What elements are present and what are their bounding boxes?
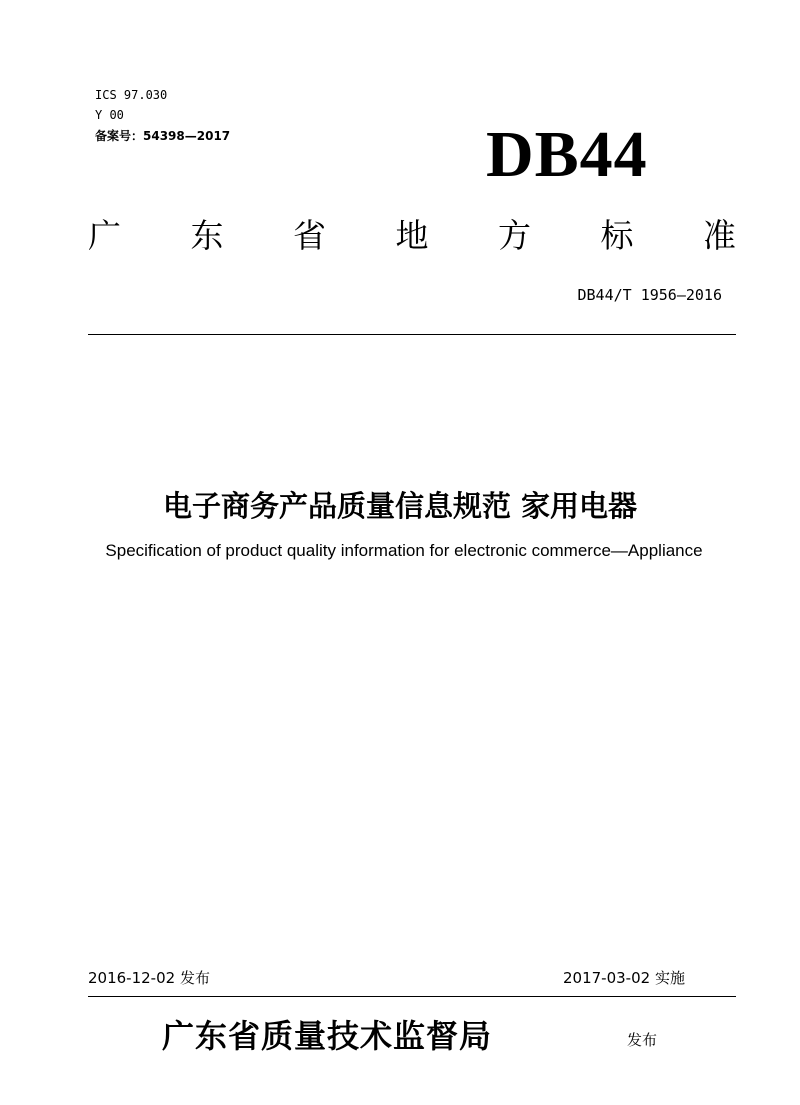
bottom-divider [88, 996, 736, 997]
issue-date: 2016-12-02 发布 [88, 969, 210, 987]
standard-type-char: 地 [395, 215, 429, 255]
standard-type-char: 广 [88, 215, 121, 255]
standard-type-heading [88, 210, 736, 256]
title-english: Specification of product quality information for electronic commerce—Appliance [105, 541, 703, 560]
filing-number: 备案号：54398—2017 [95, 129, 231, 143]
standard-type-char: 标 [600, 215, 634, 255]
standard-type-char: 方 [498, 215, 531, 255]
standard-type-char: 准 [703, 215, 736, 255]
issuing-authority: 广东省质量技术监督局 [162, 1017, 493, 1055]
implementation-date: 2017-03-02 实施 [563, 969, 685, 987]
classification-code: Y 00 [95, 108, 124, 122]
standard-number: DB44/T 1956—2016 [577, 286, 722, 304]
top-divider [88, 334, 736, 335]
standard-type-char: 省 [293, 215, 326, 255]
ics-code: ICS 97.030 [95, 88, 168, 102]
issuing-action: 发布 [627, 1031, 658, 1049]
title-chinese: 电子商务产品质量信息规范 家用电器 [162, 489, 638, 523]
db44-logo: DB44 [486, 118, 648, 191]
standard-type-char: 东 [190, 215, 224, 255]
